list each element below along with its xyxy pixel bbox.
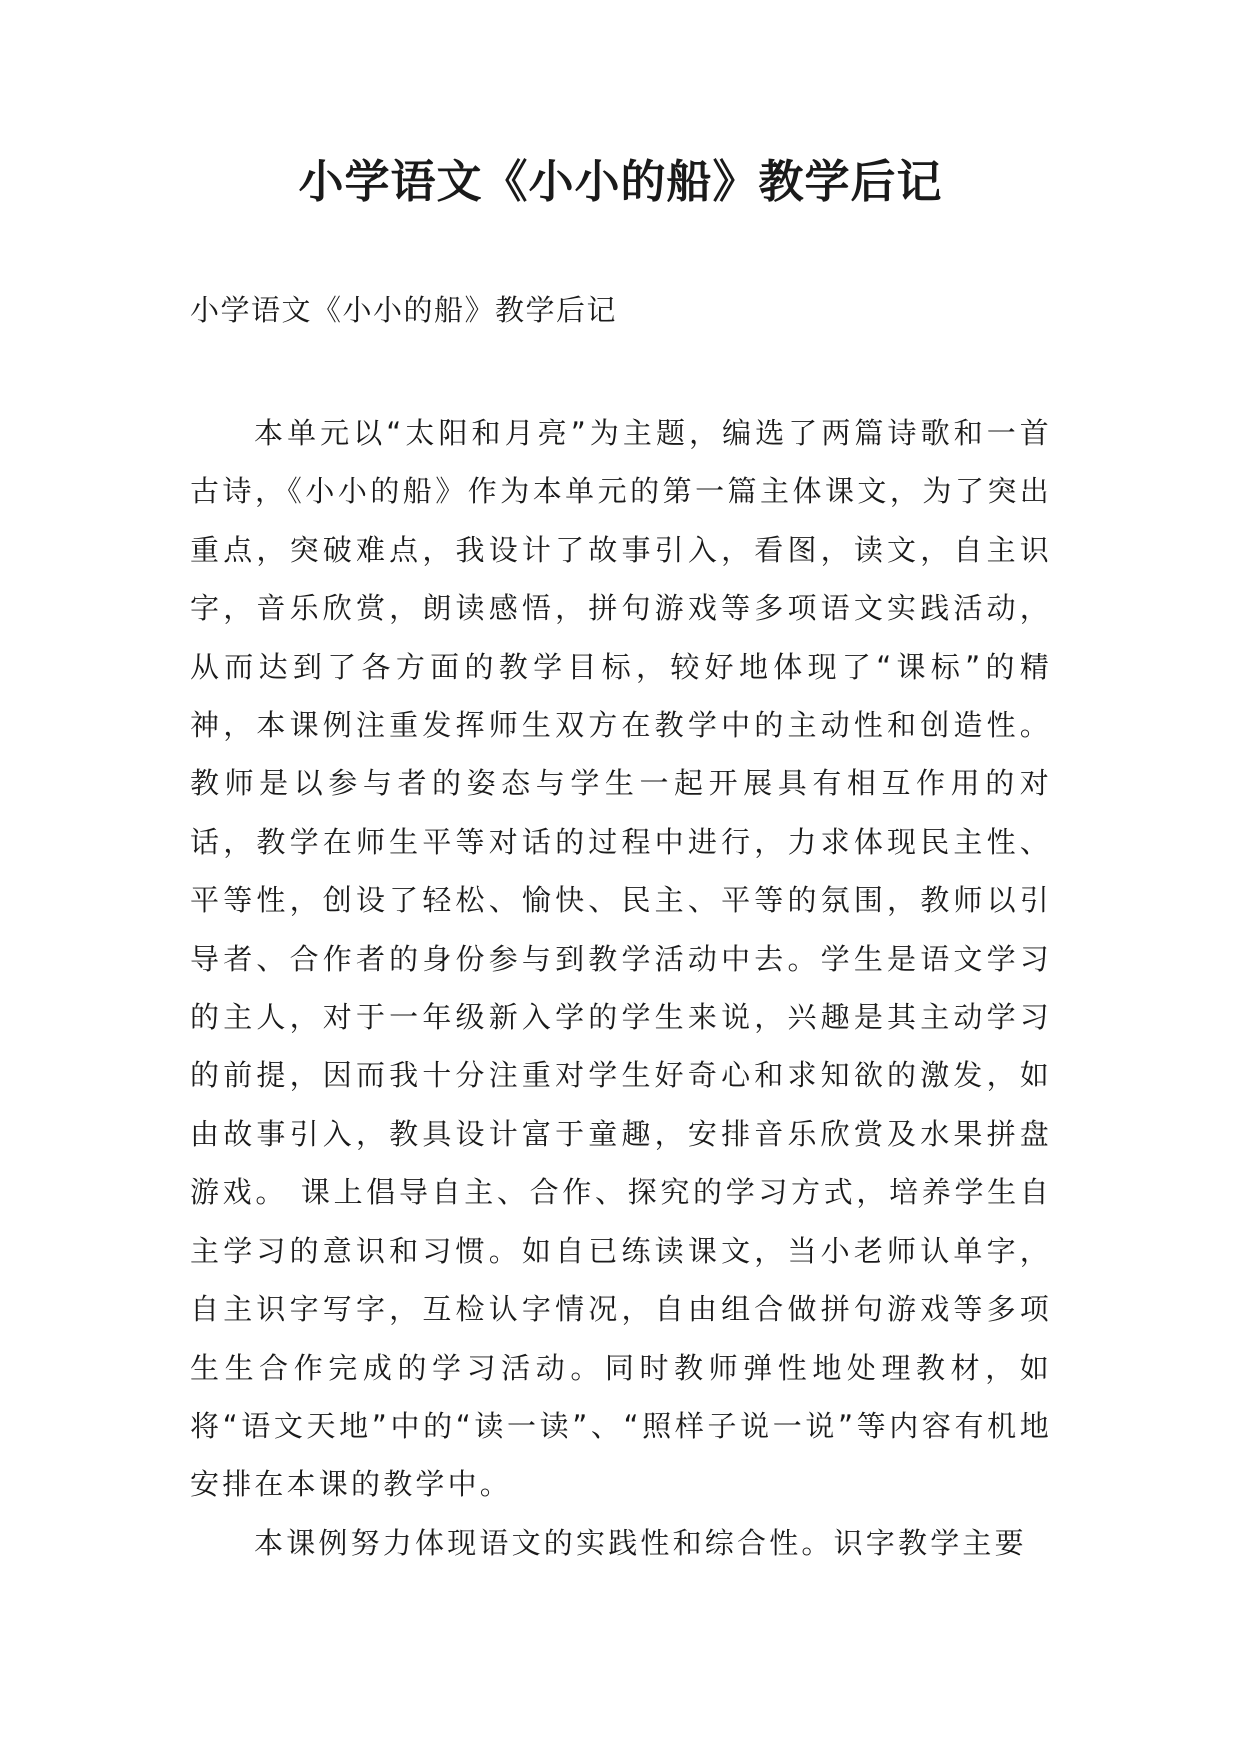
document-title: 小学语文《小小的船》教学后记 xyxy=(298,155,943,208)
document-body xyxy=(190,404,1052,1572)
document-subtitle: 小学语文《小小的船》教学后记 xyxy=(190,293,618,327)
body-paragraph-1: 本单元以“太阳和月亮”为主题，编选了两篇诗歌和一首古诗，《小小的船》作为本单元的第一篇主体课文，为了突出重点，突破难点，我设计了故事引入，看图，读文，自主识字，音乐欣赏，朗读感悟，拼句游戏等多项语文实践活动，从而达到了各方面的教学目标，较好地体现了“课标”的精神，本课例注重发挥师生双方在教学中的主动性和创造性。教师是以参与者的姿态与学生一起开展具有相互作用的对话，教学在师生平等对话的过程中进行，力求体现民主性、平等性，创设了轻松、愉快、民主、平等的氛围，教师以引导者、合作者的身份参与到教学活动中去。学生是语文学习的主人，对于一年级新入学的学生来说，兴趣是其主动学习的前提，因而我十分注重对学生好奇心和求知欲的激发，如由故事引入，教具设计富于童趣，安排音乐欣赏及水果拼盘游戏。 课上倡导自主、合作、探究的学习方式，培养学生自主学习的意识和习惯。如自已练读课文，当小老师认单字，自主识字写字，互检认字情况，自由组合做拼句游戏等多项生生合作完成的学习活动。同时教师弹性地处理教材，如将“语文天地”中的“读一读”、“照样子说一说”等内容有机地安排在本课的教学中。 xyxy=(190,416,1052,1502)
body-paragraph-2: 本课例努力体现语文的实践性和综合性。识字教学主要 xyxy=(254,1525,1027,1560)
